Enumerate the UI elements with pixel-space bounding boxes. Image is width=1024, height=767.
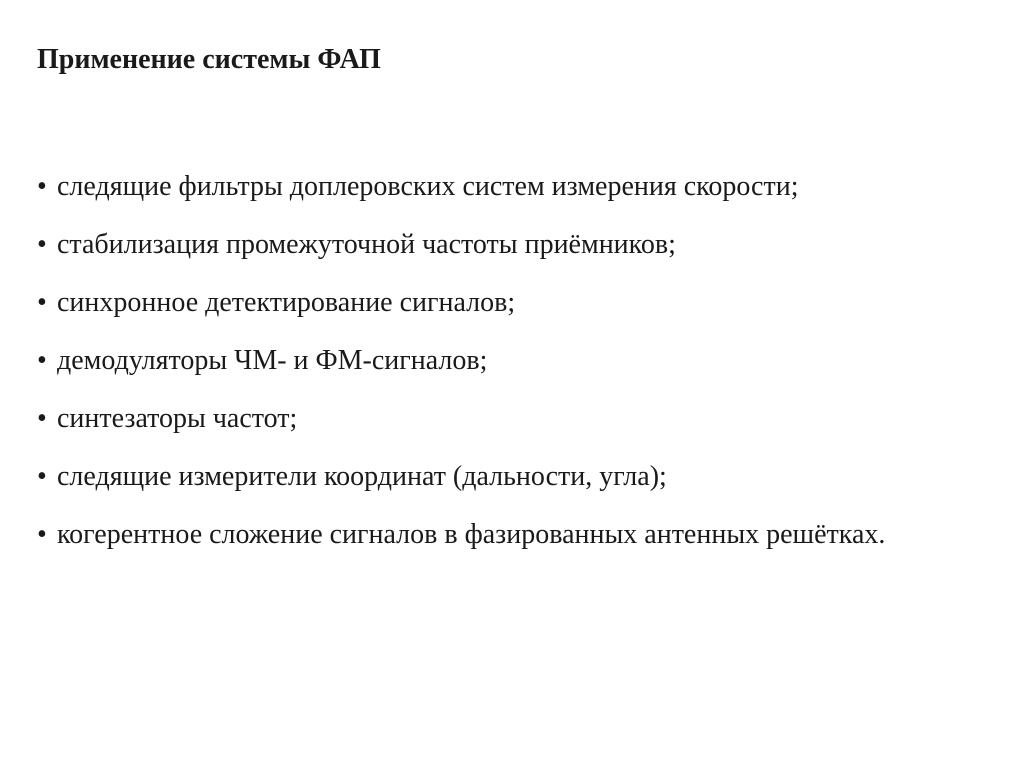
- bullet-text: следящие измерители координат (дальности, угла);: [57, 461, 667, 492]
- bullet-text: синхронное детектирование сигналов;: [57, 287, 516, 318]
- bullet-text: стабилизация промежуточной частоты приёмников;: [57, 229, 676, 260]
- slide-title: Применение системы ФАП: [37, 44, 381, 75]
- slide: [37, 40, 987, 550]
- bullet-icon: •: [37, 519, 47, 550]
- bullet-list: [37, 158, 987, 564]
- bullet-item: [37, 506, 987, 564]
- bullet-text: следящие фильтры доплеровских систем измерения скорости;: [57, 171, 799, 202]
- bullet-icon: •: [37, 171, 47, 202]
- bullet-text: когерентное сложение сигналов в фазированных антенных решётках.: [57, 519, 886, 550]
- bullet-icon: •: [37, 345, 47, 376]
- bullet-icon: •: [37, 403, 47, 434]
- bullet-text: демодуляторы ЧМ- и ФМ-сигналов;: [57, 345, 488, 376]
- bullet-item: [37, 274, 987, 332]
- bullet-icon: •: [37, 461, 47, 492]
- bullet-item: [37, 448, 987, 506]
- bullet-icon: •: [37, 229, 47, 260]
- bullet-item: [37, 158, 987, 216]
- bullet-item: [37, 390, 987, 448]
- bullet-text: синтезаторы частот;: [57, 403, 298, 434]
- bullet-icon: •: [37, 287, 47, 318]
- bullet-item: [37, 332, 987, 390]
- bullet-item: [37, 216, 987, 274]
